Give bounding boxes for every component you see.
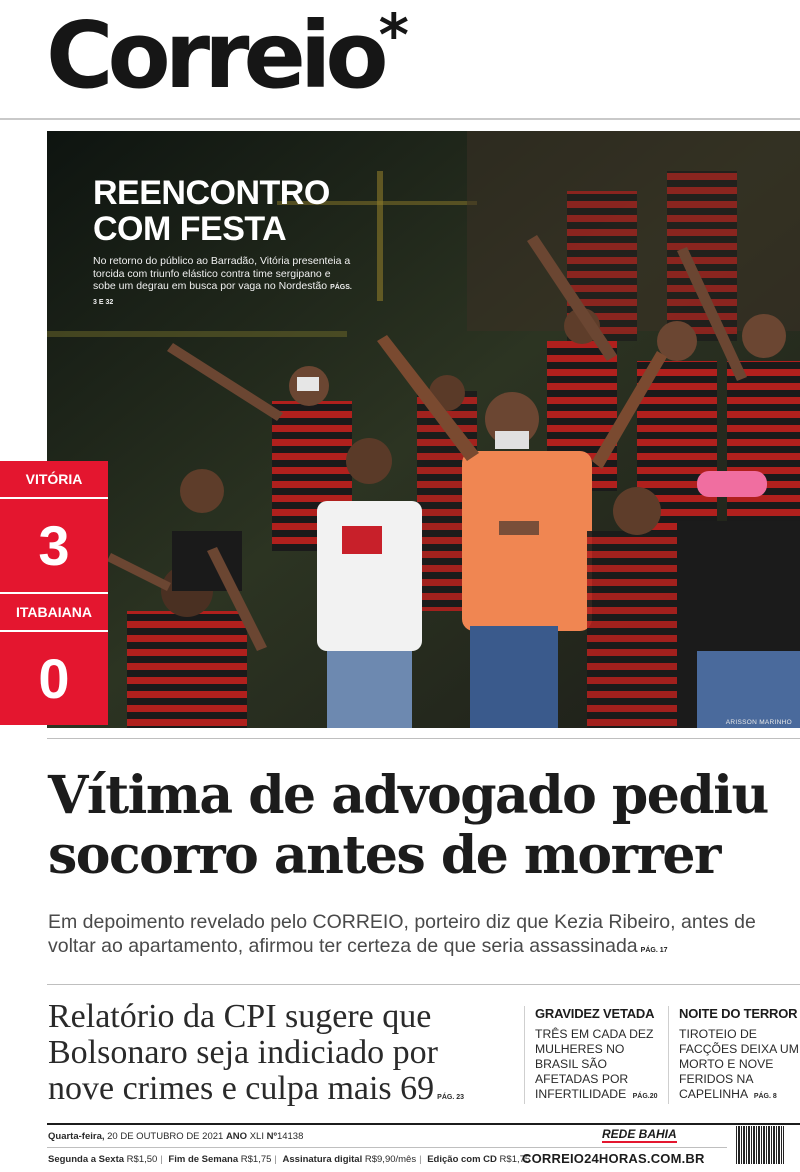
price-separator: | — [274, 1154, 277, 1165]
cover-photo[interactable] — [47, 131, 800, 728]
photo-summary — [93, 255, 353, 309]
main-page-ref[interactable]: PÁG. 17 — [640, 947, 668, 954]
masthead — [46, 1, 409, 109]
price-label: Segunda a Sexta — [48, 1154, 125, 1165]
price-value: R$9,90/mês — [364, 1154, 417, 1165]
main-subhead — [48, 910, 800, 963]
brief-text — [679, 1027, 800, 1104]
section-divider — [47, 738, 800, 739]
secondary-headline[interactable] — [48, 999, 508, 1116]
home-team-score: 3 — [0, 499, 108, 592]
price-label: Assinatura digital — [282, 1154, 363, 1165]
scoreboard — [0, 461, 108, 727]
website-link[interactable]: CORREIO24HORAS.COM.BR — [522, 1151, 705, 1166]
logo-star-icon: * — [378, 1, 409, 69]
home-team-name: VITÓRIA — [0, 461, 108, 497]
photo-headline[interactable]: REENCONTRO COM FESTA — [93, 174, 330, 248]
photo-page-ref[interactable]: PÁGS. 3 E 32 — [93, 284, 352, 306]
brief-title[interactable]: NOITE DO TERROR — [679, 1006, 798, 1021]
brief-page-ref[interactable]: PÁG.20 — [632, 1093, 658, 1100]
price-label: Edição com CD — [427, 1154, 497, 1165]
brief-title[interactable]: GRAVIDEZ VETADA — [535, 1006, 655, 1021]
price-separator: | — [160, 1154, 163, 1165]
edition-weekday: Quarta-feira, — [48, 1131, 105, 1142]
edition-issue-value: 14138 — [276, 1131, 304, 1142]
brief-text-body: TIROTEIO DE FACÇÕES DEIXA UM MORTO E NOVE FERIDOS NA CAPELINHA — [679, 1027, 799, 1101]
network-logo: REDE BAHIA — [602, 1127, 677, 1141]
brief-item[interactable] — [524, 1006, 658, 1104]
photo-headline-box — [93, 175, 353, 309]
footer-divider — [47, 1123, 800, 1125]
masthead-divider — [0, 118, 800, 120]
edition-date: 20 DE OUTUBRO DE 2021 — [107, 1131, 224, 1142]
edition-info — [48, 1131, 303, 1142]
photo-credit: ARISSON MARINHO — [725, 719, 792, 726]
barcode-icon — [736, 1126, 784, 1164]
brief-page-ref[interactable]: PÁG. 8 — [753, 1093, 777, 1100]
edition-issue-label: Nº — [266, 1131, 277, 1142]
logo-wordmark[interactable]: Correio — [46, 2, 383, 109]
main-headline[interactable]: Vítima de advogado pediu socorro antes de morrer — [48, 765, 768, 886]
footer-divider — [47, 1147, 727, 1148]
edition-year-label: ANO — [225, 1131, 248, 1142]
brief-text — [535, 1027, 658, 1104]
brief-item[interactable] — [668, 1006, 800, 1104]
main-subhead-text: Em depoimento revelado pelo CORREIO, porteiro diz que Kezia Ribeiro, antes de voltar ao apartamento, afirmou ter certeza de que seria assassinada — [48, 911, 756, 957]
away-team-name: ITABAIANA — [0, 594, 108, 630]
secondary-page-ref[interactable]: PÁG. 23 — [437, 1094, 465, 1101]
price-label: Fim de Semana — [168, 1154, 239, 1165]
secondary-headline-text[interactable]: Relatório da CPI sugere que Bolsonaro seja indiciado por nove crimes e culpa mais 69 — [48, 998, 438, 1107]
photo-summary-text: No retorno do público ao Barradão, Vitória presenteia a torcida com triunfo elástico contra time sergipano e sobe um degrau em busca por vaga no Nordestão — [93, 255, 351, 292]
price-value: R$1,75 — [240, 1154, 272, 1165]
edition-year-value: XLI — [249, 1131, 264, 1142]
section-divider — [47, 984, 800, 985]
away-team-score: 0 — [0, 632, 108, 725]
price-separator: | — [419, 1154, 422, 1165]
price-list — [48, 1154, 530, 1165]
price-value: R$1,75 — [499, 1154, 531, 1165]
brief-text-body: TRÊS EM CADA DEZ MULHERES NO BRASIL SÃO AFETADAS POR INFERTILIDADE — [535, 1027, 654, 1101]
price-value: R$1,50 — [126, 1154, 158, 1165]
